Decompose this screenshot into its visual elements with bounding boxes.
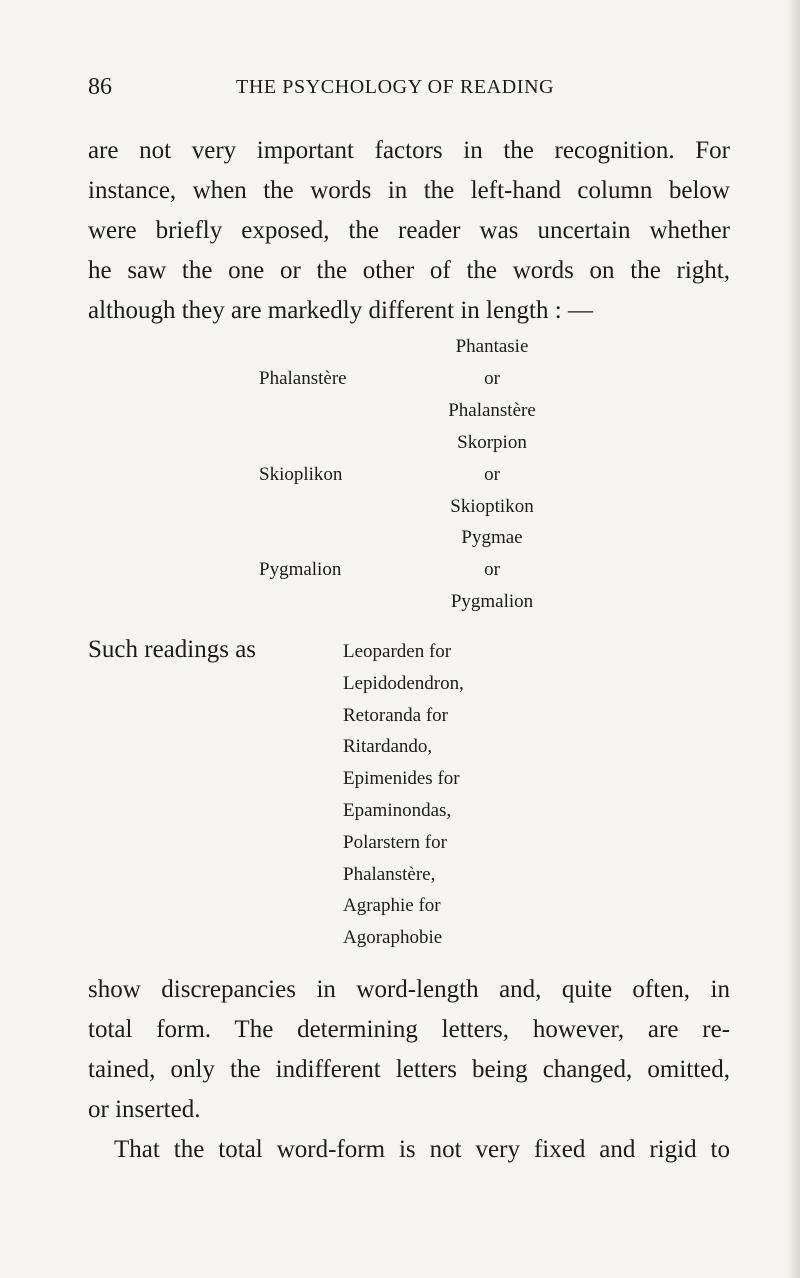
paragraph-1-line-1: are not very important factors in the recognition. For xyxy=(88,137,730,164)
choice-word-2a: Skorpion xyxy=(457,432,527,453)
paragraph-1-line-4: he saw the one or the other of the words on the right, xyxy=(88,257,730,284)
reading-line-3: Retoranda for xyxy=(343,705,448,726)
reading-line-5: Epimenides for xyxy=(343,768,460,789)
exposed-word-2: Skioplikon xyxy=(259,464,343,485)
choice-word-2b: Skioptikon xyxy=(450,496,534,517)
readings-label: Such readings as xyxy=(88,636,257,663)
paragraph-1-line-3: were briefly exposed, the reader was uncertain whether xyxy=(88,217,730,244)
page-number: 86 xyxy=(88,74,112,100)
page-edge-shadow xyxy=(786,0,800,1278)
paragraph-2-line-3: tained, only the indifferent letters being changed, omitted, xyxy=(88,1056,730,1083)
exposed-word-1: Phalanstère xyxy=(259,368,347,389)
reading-line-4: Ritardando, xyxy=(343,736,433,757)
reading-line-7: Polarstern for xyxy=(343,832,447,853)
paragraph-2-line-4: or inserted. xyxy=(88,1096,201,1123)
paragraph-1-line-5: although they are markedly different in length : — xyxy=(88,297,593,324)
reading-line-9: Agraphie for xyxy=(343,895,441,916)
page-header xyxy=(88,74,728,110)
paragraph-1-line-2: instance, when the words in the left-hand column below xyxy=(88,177,730,204)
choice-word-1b: Phalanstère xyxy=(448,400,536,421)
paragraph-2-line-2: total form. The determining letters, however, are re- xyxy=(88,1016,730,1043)
choice-or-2: or xyxy=(484,464,500,485)
paragraph-2-line-1: show discrepancies in word-length and, quite often, in xyxy=(88,976,730,1003)
choice-word-3a: Pygmae xyxy=(461,527,523,548)
exposed-word-3: Pygmalion xyxy=(259,559,342,580)
running-title: THE PSYCHOLOGY OF READING xyxy=(236,76,555,98)
reading-line-6: Epaminondas, xyxy=(343,800,452,821)
choice-or-3: or xyxy=(484,559,500,580)
reading-line-10: Agoraphobie xyxy=(343,927,443,948)
choice-word-1a: Phantasie xyxy=(455,336,529,357)
choice-or-1: or xyxy=(484,368,500,389)
reading-line-2: Lepidodendron, xyxy=(343,673,464,694)
paragraph-3-line-1: That the total word-form is not very fixed and rigid to xyxy=(114,1136,730,1163)
reading-line-8: Phalanstère, xyxy=(343,864,436,885)
reading-line-1: Leoparden for xyxy=(343,641,452,662)
choice-word-3b: Pygmalion xyxy=(450,591,534,612)
